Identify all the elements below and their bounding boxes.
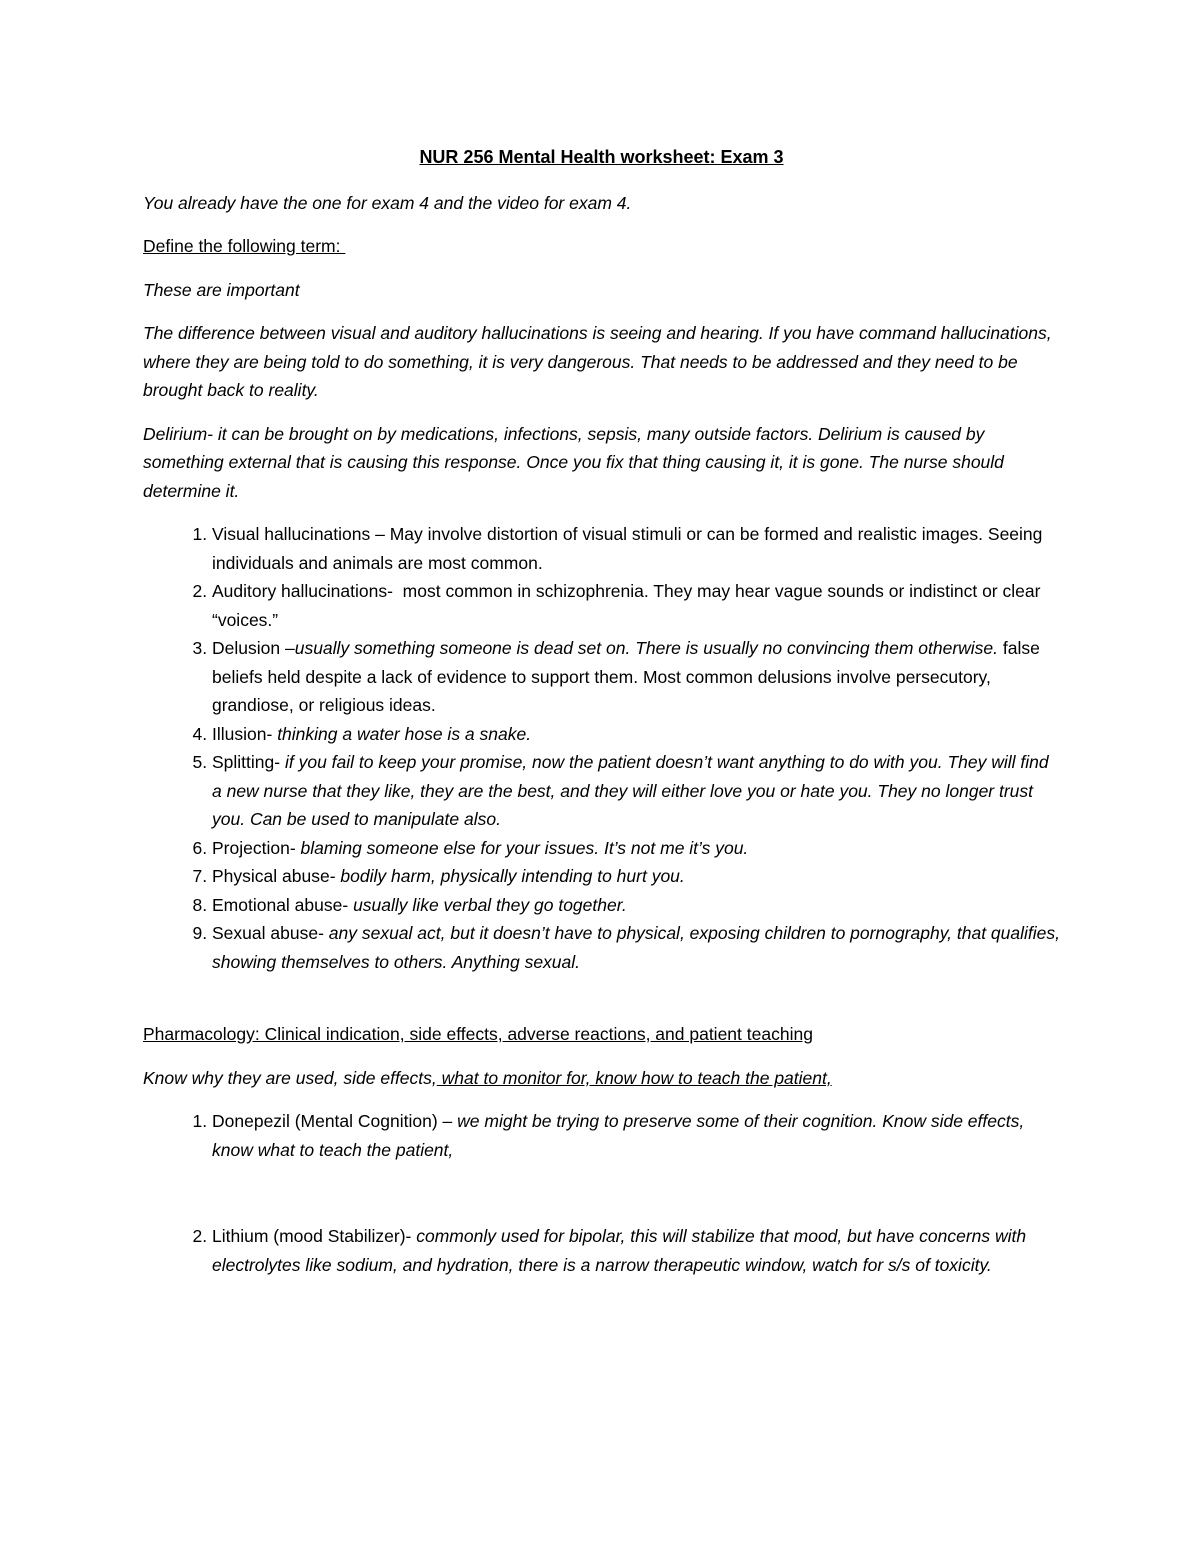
term-name: Visual hallucinations bbox=[212, 524, 371, 544]
delirium-note: Delirium- it can be brought on by medications, infections, sepsis, many outside factors. Delirium is caused by something external that is causing this response. Once you fix that thing causing it, it is gone. The nurse should determine it. bbox=[143, 423, 1004, 501]
term-name: Physical abuse bbox=[212, 866, 330, 886]
list-item bbox=[212, 634, 1060, 720]
term-italic: usually like verbal they go together. bbox=[353, 894, 627, 915]
list-item bbox=[212, 891, 1060, 920]
pharm-heading: Pharmacology: Clinical indication, side effects, adverse reactions, and patient teaching bbox=[143, 1024, 813, 1044]
pharm-intro-part-b: what to monitor for, know how to teach the patient, bbox=[436, 1067, 832, 1088]
list-item bbox=[212, 577, 1060, 634]
terms-list bbox=[143, 520, 1060, 976]
pharm-intro-part-a: Know why they are used, side effects, bbox=[143, 1067, 437, 1088]
term-italic: any sexual act, but it doesn’t have to physical, exposing children to pornography, that qualifies, showing themselves to others. Anything sexual. bbox=[212, 923, 1060, 972]
term-italic: usually something someone is dead set on. There is usually no convincing them otherwise. bbox=[294, 638, 999, 658]
list-item bbox=[212, 1222, 1060, 1279]
term-name: Auditory hallucinations bbox=[212, 581, 388, 601]
term-name: Sexual abuse bbox=[212, 923, 319, 943]
drug-notes: we might be trying to preserve some of their cognition. Know side effects, know what to teach the patient, bbox=[212, 1111, 1025, 1160]
term-italic: bodily harm, physically intending to hurt you. bbox=[340, 866, 685, 886]
term-separator: – bbox=[370, 524, 390, 544]
term-separator: - bbox=[266, 723, 278, 744]
term-separator: - bbox=[387, 581, 403, 601]
term-separator: - bbox=[289, 837, 301, 858]
drug-separator: – bbox=[437, 1111, 458, 1131]
list-item bbox=[212, 919, 1060, 976]
term-definition: false beliefs held despite a lack of evidence to support them. Most common delusions involve persecutory, grandiose, or religious ideas. bbox=[212, 638, 1040, 715]
list-item bbox=[212, 862, 1060, 891]
term-name: Emotional abuse bbox=[212, 894, 343, 915]
list-item bbox=[212, 720, 1060, 749]
hallucination-note: The difference between visual and auditory hallucinations is seeing and hearing. If you have command hallucinations, where they are being told to do something, it is very dangerous. That needs to be addressed and they need to be brought back to reality. bbox=[143, 323, 1052, 400]
term-separator: - bbox=[329, 866, 341, 886]
intro-text: You already have the one for exam 4 and the video for exam 4. bbox=[143, 192, 632, 213]
list-item bbox=[212, 520, 1060, 577]
term-separator: – bbox=[280, 638, 295, 658]
term-definition: most common in schizophrenia. They may hear vague sounds or indistinct or clear “voices.” bbox=[212, 581, 1041, 630]
term-definition: May involve distortion of visual stimuli or can be formed and realistic images. Seeing individuals and animals are most common. bbox=[212, 524, 1043, 573]
term-name: Delusion bbox=[212, 638, 281, 658]
term-separator: - bbox=[342, 894, 354, 915]
term-name: Splitting bbox=[212, 752, 275, 772]
define-heading: Define the following term: bbox=[143, 236, 346, 256]
term-separator: - bbox=[274, 752, 285, 772]
list-item bbox=[212, 748, 1060, 834]
pharm-intro bbox=[143, 1064, 1060, 1093]
term-italic: if you fail to keep your promise, now the patient doesn’t want anything to do with you. They will find a new nurse that they like, they are the best, and they will either love you or hate you. They no longer trust you. Can be used to manipulate also. bbox=[212, 752, 1049, 829]
list-item bbox=[212, 834, 1060, 863]
drug-separator: - bbox=[405, 1226, 417, 1246]
list-item bbox=[212, 1107, 1060, 1164]
drugs-list bbox=[143, 1107, 1060, 1279]
term-name: Projection bbox=[212, 837, 290, 858]
drug-name: Donepezil (Mental Cognition) bbox=[212, 1111, 438, 1131]
term-separator: - bbox=[318, 923, 329, 943]
term-name: Illusion bbox=[212, 723, 267, 744]
important-note: These are important bbox=[143, 279, 300, 300]
term-italic: thinking a water hose is a snake. bbox=[277, 723, 532, 744]
drug-name: Lithium (mood Stabilizer) bbox=[212, 1226, 406, 1246]
page-title: NUR 256 Mental Health worksheet: Exam 3 bbox=[419, 147, 784, 167]
drug-notes: commonly used for bipolar, this will stabilize that mood, but have concerns with electrolytes like sodium, and hydration, there is a narrow therapeutic window, watch for s/s of toxicity. bbox=[212, 1226, 1027, 1275]
term-italic: blaming someone else for your issues. It’s not me it’s you. bbox=[300, 837, 749, 858]
